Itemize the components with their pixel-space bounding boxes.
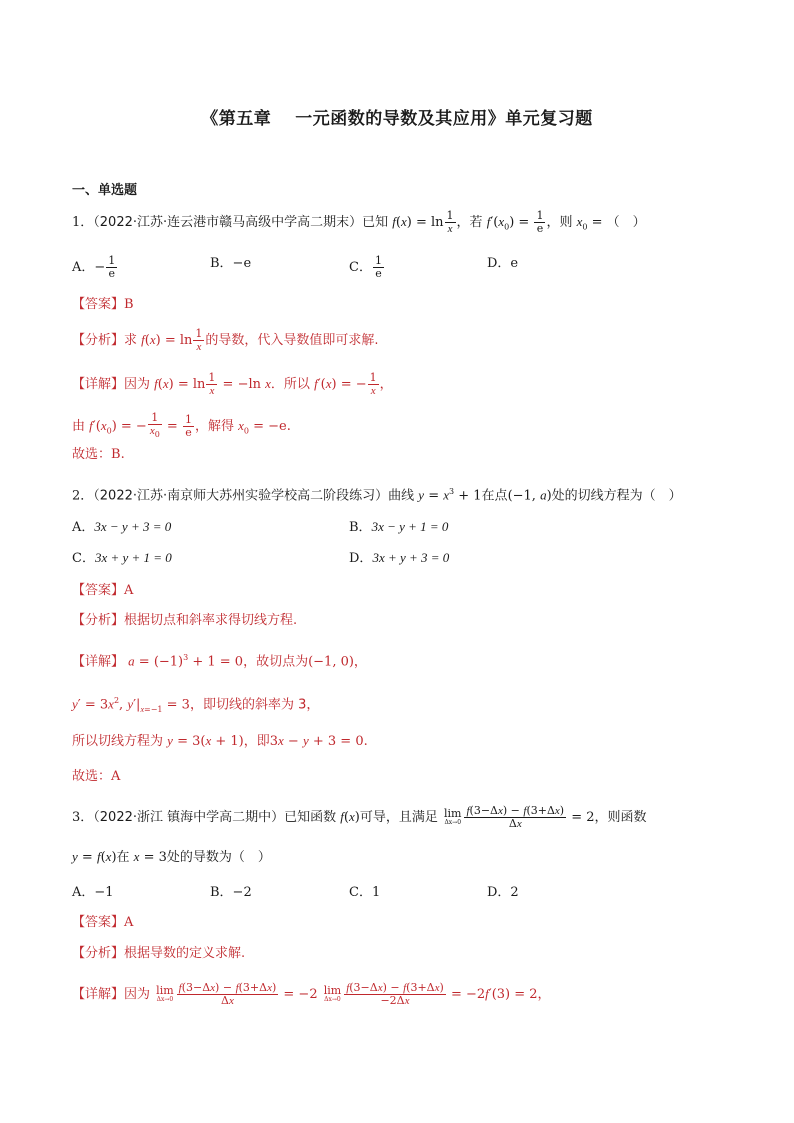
analysis-label: 【分析】 [72,946,125,961]
q3-number: 3． [72,810,94,825]
q1-option-c: C． $\frac{1}{e}$ [349,254,382,280]
q2-detail3-pre: 所以切线方程为 [72,734,164,749]
section-heading: 一、单选题 [72,183,138,198]
q1-detail2-pre: 由 [72,419,86,435]
q1-option-a: A．− $\frac{1}{e}$ [72,254,116,280]
q2-detail-3: 所以切线方程为 y = 3(x + 1)，即3x − y + 3 = 0. [72,733,368,749]
question-1: 1．（2022·江苏·连云港市赣马高级中学高二期末）已知 f(x) = ln $\frac{1}{x}$ ，若 $f'(x_0)$ = $\frac{1}{e}$ ，则 $x_0$ = （ ） [72,209,646,235]
q1-option-c-label: C． [349,260,372,275]
question-3-line-2: y = f(x)在 x = 3处的导数为（ ） [72,849,271,865]
q1-analysis-post: 的导数，代入导数值即可求解. [205,333,379,348]
q1-detail-mid: ．所以 [270,377,310,392]
q2-source: （2022·江苏·南京师大苏州实验学校高二阶段练习）曲线 [93,488,415,504]
q3-analysis-text: 根据导数的定义求解. [124,946,246,961]
q1-detail-pre: 因为 [124,377,151,392]
answer-label: 【答案】 [72,297,125,312]
q1-select [72,446,125,464]
q1-mid: ，若 [456,215,483,230]
q1-tail: （ ） [606,215,646,230]
q2-answer-value: A [124,583,134,598]
q1-detail2-mid: ，解得 [194,419,234,435]
q1-source: （2022·江苏·连云港市赣马高级中学高二期末）已知 [93,215,389,230]
q3-option-b: B．−2 [210,885,252,900]
analysis-label: 【分析】 [72,333,125,348]
analysis-label: 【分析】 [72,613,125,628]
q2-option-b-value: 3x − y + 1 = 0 [371,519,449,534]
answer-label: 【答案】 [72,915,125,930]
question-2: 2．（2022·江苏·南京师大苏州实验学校高二阶段练习）曲线 $y = x^3 + 1$在点(−1, a)处的切线方程为（ ） [72,487,682,504]
q2-option-d-label: D． [349,551,373,566]
q2-answer [72,582,133,600]
detail-label: 【详解】 [72,654,125,670]
q2-detail-1: 【详解】 $a = (-1)^3 + 1 = 0$，故切点为(−1, 0)， [72,653,367,670]
q2-option-a-value: 3x − y + 3 = 0 [94,519,172,534]
q3-answer [72,914,133,932]
q1-detail: 【详解】因为 f(x) = ln $\frac{1}{x}$ = −ln x．所以 f′(x) = − $\frac{1}{x}$ ， [72,371,393,397]
q2-detail1-post: ，故切点为 [243,654,309,670]
q1-number: 1． [72,215,94,230]
detail-label: 【详解】 [72,377,125,392]
q2-detail2-post: ，即切线的斜率为 3， [189,697,320,713]
q2-option-d-value: 3x + y + 3 = 0 [372,550,450,565]
q2-analysis [72,612,297,630]
q1-option-b: B．−e [210,256,252,271]
q3-end: ，则函数 [594,810,647,825]
q2-select-value: A [111,769,121,784]
q2-option-a [72,518,171,537]
q2-end: 处的切线方程为（ ） [551,488,682,504]
q2-analysis-text: 根据切点和斜率求得切线方程. [124,613,298,628]
q3-detail-pre: 因为 [124,987,151,1002]
q2-detail-2: $y' = 3x^2$, $y'|_{x=-1} = 3$，即切线的斜率为 3， [72,696,320,714]
q2-option-c [72,549,172,568]
q2-option-b [349,518,448,537]
q2-option-d [349,549,449,568]
q1-detail-2: 由 $f'(x_0)$ = − $\frac{1}{x_0}$ = $\frac{1}{e}$ ，解得 $x_0 = -e$. [72,411,291,440]
q1-end: ，则 [546,215,573,230]
q2-option-c-value: 3x + y + 1 = 0 [94,550,172,565]
answer-label: 【答案】 [72,583,125,598]
q2-number: 2． [72,488,94,504]
q1-analysis-pre: 求 [124,333,138,348]
q3-option-c: C．1 [349,885,381,900]
q2-option-b-label: B． [349,520,372,535]
q2-detail3-mid: ，即 [243,734,270,749]
question-3: 3．（2022·浙江 镇海中学高二期中）已知函数 f(x)可导，且满足 lim Δx→0 $\frac{f(3-\Delta x) - f(3+\Delta x)}{\Delta x}$ = 2，则函数 [72,804,647,830]
q2-select [72,768,120,786]
q3-line2-mid: 在 [116,850,130,865]
q1-option-a-label: A． [72,260,95,275]
q1-answer [72,296,134,314]
q2-option-a-label: A． [72,520,95,535]
q3-answer-value: A [124,915,134,930]
q3-option-d: D．2 [487,885,519,900]
q2-option-c-label: C． [72,551,95,566]
q1-select-value: B. [111,447,125,462]
q3-source: （2022·浙江 镇海中学高二期中）已知函数 [93,810,337,825]
q1-analysis: 【分析】求 f(x) = ln $\frac{1}{x}$ 的导数，代入导数值即可求解. [72,327,379,353]
q1-option-d: D．e [487,256,519,271]
page-title: 《第五章 一元函数的导数及其应用》单元复习题 [201,109,593,129]
detail-label: 【详解】 [72,987,125,1002]
q3-mid: 可导，且满足 [359,810,438,825]
q1-answer-value: B [124,297,134,312]
q3-detail: 【详解】因为 lim Δx→0 $\frac{f(3-\Delta x) - f(3+\Delta x)}{\Delta x}$ = −2 lim Δx→0 $\frac{f(3-\Delta x) - f(3+\Delta x)}{-2\Delta x}$ = −2f′(3) = 2， [72,981,551,1007]
q3-option-a: A．−1 [72,885,114,900]
q3-line2-end: 处的导数为（ ） [166,850,271,865]
select-label: 故选： [72,447,112,462]
q3-analysis [72,945,245,963]
select-label: 故选： [72,769,112,784]
q2-mid: 在点 [481,488,508,504]
